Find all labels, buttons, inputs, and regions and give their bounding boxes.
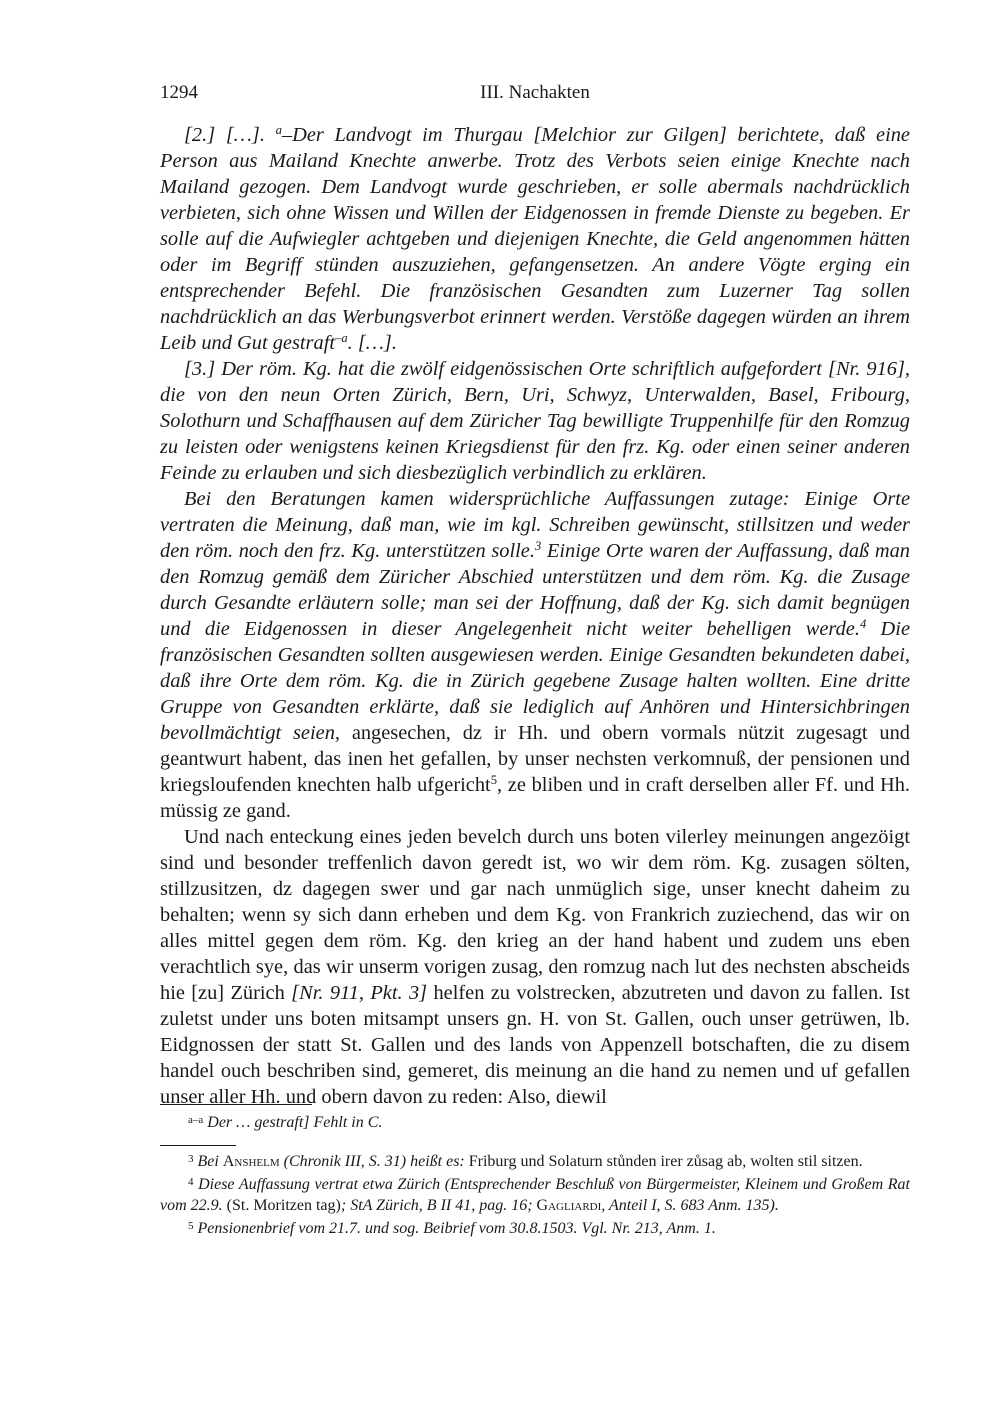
textual-apparatus	[160, 1110, 910, 1133]
textnote-a-mark: a–a	[188, 1114, 204, 1126]
footnote-5	[160, 1216, 910, 1239]
footnote-4-number: 4	[188, 1175, 194, 1188]
textnote-mark-a: a	[275, 123, 282, 138]
footnote-3	[160, 1149, 910, 1172]
paragraph-2-start: [2.] […].	[184, 124, 276, 146]
deliberations-summary-2: Einige Orte waren der Auffassung, daß man den Romzug gemäß dem Züricher Abschied unterstützen und dem röm. Kg. die Zusage durch Gesandte erläutern solle; man sei der Hoffnung, daß der Kg. sich damit begnügen und die Eidgenossen in dieser Angelegenheit nicht weiter behelligen werde.	[160, 540, 910, 640]
footnotes	[160, 1149, 910, 1239]
paragraph-2	[160, 122, 910, 356]
footnote-ref-4: 4	[859, 617, 867, 632]
footnote-3-intro: Bei	[197, 1152, 219, 1170]
main-text	[160, 122, 910, 1110]
paragraph-deliberations	[160, 486, 910, 824]
source-text-2: helfen zu volstrecken, abzutreten und davon zu fallen. Ist zuletst under uns boten mitsampt unsers gn. H. von St. Gallen, ouch unser getrüwen, lb. Eidgnossen der statt St. Gallen und des lands von Appenzell botschaften, die zu disem handel ouch beschriben sind, gemeret, dis meinung an die hand zu nemen und uf gefallen unser aller Hh. und obern davon zu reden: Also, diewil	[160, 982, 911, 1108]
running-title: III. Nachakten	[480, 82, 590, 103]
paragraph-3: [3.] Der röm. Kg. hat die zwölf eidgenössischen Orte schriftlich aufgefordert [Nr. 916], die von den neun Orten Zürich, Bern, Uri, Schwyz, Unterwalden, Basel, Fribourg, Solothurn und Schaffhausen auf dem Züricher Tag bewilligte Truppenhilfe für den Romzug zu leisten oder wenigstens keinen Kriegsdienst für den frz. Kg. oder einen seiner anderen Feinde zu erlauben und sich diesbezüglich verbindlich zu erklären.	[160, 358, 910, 484]
deliberations-summary-3: Die französischen Gesandten sollten ausgewiesen werden. Einige Gesandten bekundeten dabei, daß ihre Orte dem röm. Kg. die in Zürich gegebene Zusage halten wollten. Eine dritte Gruppe von Gesandten erklärte, daß sie lediglich auf Anhören und Hintersichbringen bevollmächtigt seien,	[160, 618, 910, 744]
footnote-3-quote: Friburg und Solaturn stůnden irer zůsag ab, wolten stil sitzen.	[468, 1152, 863, 1170]
textnote-a	[160, 1110, 910, 1133]
footnote-ref-5: 5	[490, 773, 498, 788]
deliberations-summary-1: Bei den Beratungen kamen widersprüchliche Auffassungen zutage: Einige Orte vertraten die Meinung, daß man, wie im kgl. Schreiben gewünscht, stillsitzen und weder den röm. noch den frz. Kg. unterstützen solle.	[160, 488, 910, 562]
page-header	[160, 82, 910, 108]
textnote-dash: –	[281, 124, 293, 146]
footnote-ref-3: 3	[534, 539, 542, 554]
footnote-5-number: 5	[188, 1219, 194, 1232]
footnote-divider	[160, 1145, 236, 1146]
cross-reference: [Nr. 911, Pkt. 3]	[291, 982, 428, 1004]
page-number: 1294	[160, 82, 198, 103]
footnote-3-author: Anshelm	[222, 1152, 280, 1170]
footnote-4-date: (St. Moritzen tag)	[226, 1196, 341, 1214]
textnote-mark-a-end: –a	[335, 331, 348, 346]
source-text-1: Und nach enteckung eines jeden bevelch durch uns boten vilerley meinungen angezöigt sind und besonder treffenlich davon geredt ist, wo wir dem röm. Kg. zusagen sölten, stillzusitzen, dz dagegen swer und gar nach unmüglich sige, unser knecht daheim zu behalten; wenn sy sich dann erheben und dem Kg. von Frankrich zuziechend, das wir on alles mittel gegen dem röm. Kg. den krieg an der hand habent und zudem uns eben verachtlich sye, das wir unserm vorigen zusag, den romzug nach lut des nechsten abscheids hie [zu] Zürich	[160, 826, 910, 1004]
footnote-4	[160, 1172, 910, 1216]
quoted-source-2: , ze bliben und in craft derselben aller Ff. und Hh. müssig ze gand.	[160, 774, 910, 822]
paragraph-2-text: Der Landvogt im Thurgau [Melchior zur Gilgen] berichtete, daß eine Person aus Mailand Knechte anwerbe. Trotz des Verbots seien einige Knechte nach Mailand gezogen. Dem Landvogt wurde geschrieben, er solle abermals nachdrücklich verbieten, sich ohne Wissen und Willen der Eidgenossen in fremde Dienste zu begeben. Er solle auf die Aufwiegler achtgeben und diejenigen Knechte, die Geld angenommen hätten oder im Begriff stünden auszuziehen, gefangensetzen. An andere Vögte erging ein entsprechender Befehl. Die französischen Gesandten zum Luzerner Tag sollen nachdrücklich an das Werbungsverbot erinnert werden. Verstöße dagegen würden an ihrem Leib und Gut gestraft	[160, 124, 910, 354]
footnote-3-number: 3	[188, 1153, 194, 1165]
footnote-3-citation: (Chronik III, S. 31) heißt es:	[283, 1152, 465, 1170]
footnote-4-text-2: ; StA Zürich, B II 41, pag. 16;	[340, 1196, 533, 1214]
textnote-a-text: Der … gestraft] Fehlt in C.	[207, 1113, 383, 1131]
quoted-source-1: angesechen, dz ir Hh. und obern vormals nützit zugesagt und geantwurt habent, das inen het gefallen, by unser nechsten verkomnuß, der pensionen und kriegsloufenden knechten halb ufgericht	[160, 722, 910, 796]
textnote-divider	[160, 1104, 312, 1105]
footnote-4-text-1: Diese Auffassung vertrat etwa Zürich (Entsprechender Beschluß von Bürgermeister, Kleinem und Großem Rat vom 22.9.	[160, 1175, 911, 1214]
paragraph-source-text	[160, 824, 910, 1110]
footnote-5-text: Pensionenbrief vom 21.7. und sog. Beibrief vom 30.8.1503. Vgl. Nr. 213, Anm. 1.	[197, 1219, 716, 1237]
footnote-4-text-3: , Anteil I, S. 683 Anm. 135).	[601, 1196, 779, 1214]
paragraph-2-end: . […].	[347, 332, 397, 354]
footnote-4-author: Gagliardi	[536, 1196, 602, 1214]
